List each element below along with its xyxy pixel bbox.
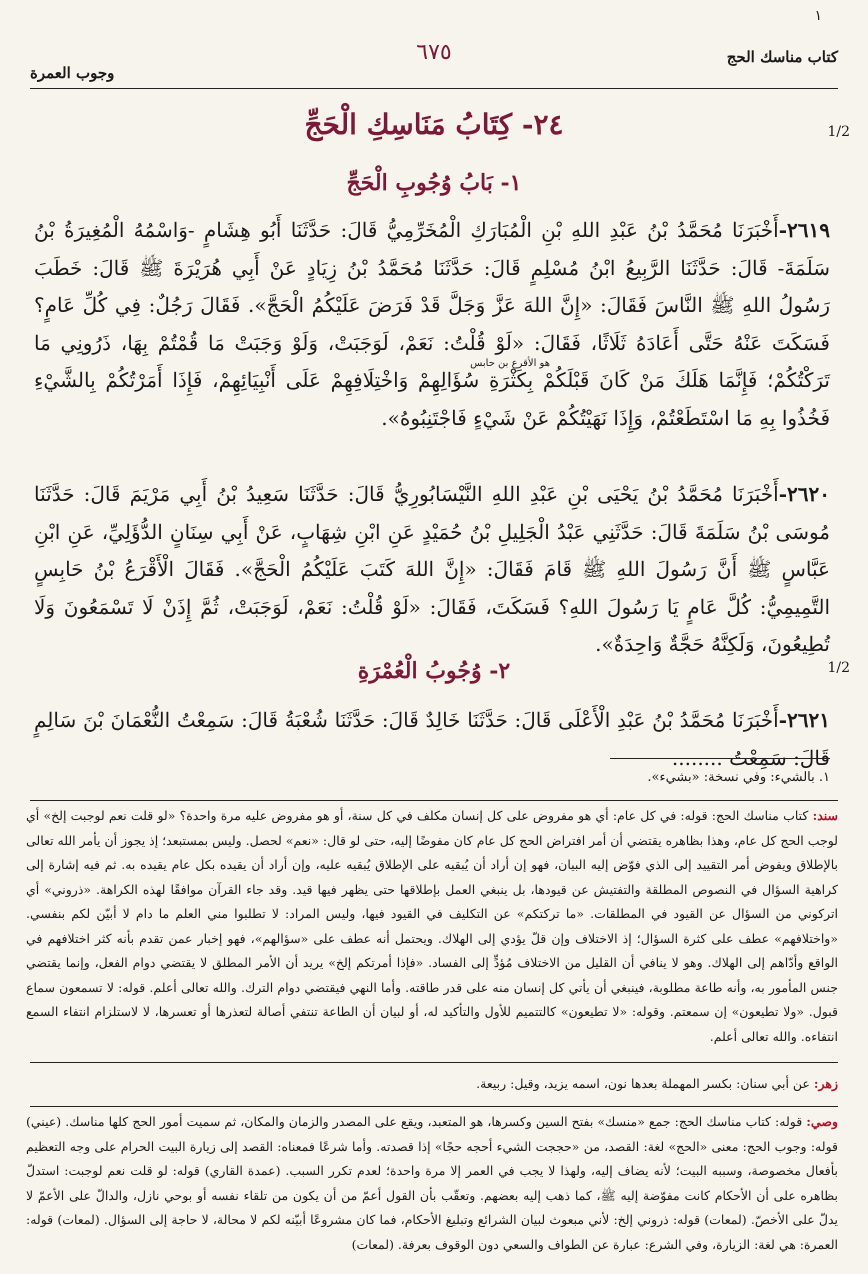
bab-2-title: ٢- وُجُوبُ الْعُمْرَةِ [357, 658, 511, 684]
bab-1-title: ١- بَابُ وُجُوبِ الْحَجِّ [346, 170, 522, 196]
header-topic: وجوب العمرة [30, 64, 115, 82]
top-mark: ١ [814, 8, 822, 24]
kitab-title: ٢٤- كِتَابُ مَنَاسِكِ الْحَجِّ [304, 108, 564, 141]
hadith-2619 [34, 212, 830, 437]
commentary-rule-1 [30, 800, 838, 801]
hadith-number: ٢٦٢١- [778, 708, 830, 732]
margin-mark-1: 1/2 [827, 124, 850, 140]
zahr-text: عن أبي سنان: بكسر المهملة بعدها نون، اسمه يزيد، وقيل: ربيعة. [476, 1076, 810, 1091]
hadith-text: أَخْبَرَنَا مُحَمَّدُ بْنُ عَبْدِ الْأَعْلَى قَالَ: حَدَّثَنَا خَالِدٌ قَالَ: حَدَّثَنَا شُعْبَةُ قَالَ: سَمِعْتُ النُّعْمَانَ بْنَ سَالِمٍ قَالَ: سَمِعْتُ ........ [34, 708, 830, 770]
zahr-label: زهر: [813, 1076, 838, 1091]
hadith-2621 [34, 702, 830, 777]
wasi-commentary [26, 1110, 838, 1270]
running-header [30, 40, 838, 82]
footnote: ١. بالشيء: وفي نسخة: «بشيء». [647, 770, 830, 785]
hadith-number: ٢٦٢٠- [778, 482, 830, 506]
sanad-commentary [26, 804, 838, 1049]
sanad-label: سند: [812, 808, 838, 823]
page-number: ٦٧٥ [416, 40, 452, 65]
wasi-label: وصي: [806, 1114, 838, 1129]
footnote-separator [610, 758, 830, 759]
interlinear-note: هو الأقرع بن حابس [470, 358, 550, 369]
hadith-text: أَخْبَرَنَا مُحَمَّدُ بْنُ يَحْيَى بْنِ عَبْدِ اللهِ النَّيْسَابُورِيُّ قَالَ: حَدَّثَنَا سَعِيدُ بْنُ أَبِي مَرْيَمَ قَالَ: حَدَّثَنَا مُوسَى بْنُ سَلَمَةَ قَالَ: حَدَّثَنِي عَبْدُ الْجَلِيلِ بْنُ حُمَيْدٍ عَنِ ابْنِ شِهَابٍ، عَنْ أَبِي سِنَانٍ الدُّؤَلِيِّ، عَنِ ابْنِ عَبَّاسٍ ﷺ أَنَّ رَسُولَ اللهِ ﷺ قَامَ فَقَالَ: «إِنَّ اللهَ كَتَبَ عَلَيْكُمُ الْحَجَّ». فَقَالَ الْأَقْرَعُ بْنُ حَابِسٍ التَّمِيمِيُّ: كُلَّ عَامٍ يَا رَسُولَ اللهِ؟ فَسَكَتَ، فَقَالَ: «لَوْ قُلْتُ: نَعَمْ، لَوَجَبَتْ، ثُمَّ إِذَنْ لَا تَسْمَعُونَ وَلَا تُطِيعُونَ، وَلَكِنَّهُ حَجَّةٌ وَاحِدَةٌ». [34, 482, 830, 656]
hadith-2620 [34, 476, 830, 664]
wasi-text: قوله: كتاب مناسك الحج: جمع «منسك» بفتح السين وكسرها، هو المتعبد، ويقع على المصدر والزمان والمكان، ثم سميت أمور الحج كلها مناسك. (عيني) قوله: وجوب الحج: معنى «الحج» لغة: القصد، من «حججت الشيء أحجه حجًا» إذا قصدته. وأما شرعًا فمعناه: القصد إلى زيارة البيت الحرام على وجه التعظيم بأفعال مخصوصة، وسببه البيت؛ لأنه يضاف إليه، ولهذا لا يجب في العمر إلا مرة واحدة؛ لعدم تكرر السبب. (عمدة القاري) قوله: لو قلت نعم لوجبت: استدلّ بظاهره على أن الأحكام كانت مفوّضة إليه ﷺ، كما ذهب إليه بعضهم. وتعقّب بأن القول أعمّ من أن يكون من تلقاء نفسه أو بوحي نازل، والدالّ على الأعمّ لا يدلّ على الأخصّ. (لمعات) قوله: ذروني إلخ: لأني مبعوث لبيان الشرائع وتبليغ الأحكام، فما كان مشروعًا أبيّنه لكم لا محالة، لا حاجة إلى السؤال. (لمعات) قوله: العمرة: هي لغة: الزيارة، وفي الشرع: عبارة عن الطواف والسعي دون الوقوف بعرفة. (لمعات) [26, 1114, 838, 1252]
header-rule [30, 88, 838, 89]
commentary-rule-3 [30, 1106, 838, 1107]
commentary-rule-2 [30, 1062, 838, 1063]
sanad-text: كتاب مناسك الحج: قوله: في كل عام: أي هو مفروض على كل إنسان مكلف في كل سنة، أو هو مفروض عليه مرة واحدة؟ «لو قلت نعم لوجبت إلخ» أي لوجب الحج كل عام، وهذا بظاهره يقتضي أن أمر افتراض الحج كل عام كان مفوضًا إليه، حتى لو قال: «نعم» لحصل. وليس بمستبعد؛ إذ يجوز أن يأمر الله تعالى بالإطلاق ويفوض أمر التقييد إلى الذي فوّض إليه البيان، فهو إن أراد أن يُبقيه على الإطلاق يُبقيه عليه، وإن أراد أن يقيده بكل عام يقيده به. ثم فيه إشارة إلى كراهية السؤال في النصوص المطلقة والتفتيش عن قيودها، بل ينبغي العمل بإطلاقها حتى يظهر فيها قيد. وقد جاء القرآن موافقًا لهذه الكراهة. «ذروني» أي اتركوني من السؤال عن القيود في المطلقات. «ما تركتكم» عن التكليف في القيود فيها، وليس المراد: لا تطلبوا مني العلم ما دام لا أبيّن لكم بنفسي. «واختلافهم» عطف على كثرة السؤال؛ إذ الاختلاف وإن قلّ يؤدي إلى الهلاك. ويحتمل أنه عطف على «سؤالهم»، فهو إخبار عمن تقدم بأنه كثر اختلافهم في الواقع وأدّاهم إلى الهلاك. وهو لا ينافي أن القليل من الاختلاف مُؤدٍّ إلى الفساد. «فإذا أمرتكم إلخ» يريد أن الأمر المطلق لا يقتضي دوام الفعل، وإنما يقتضي جنس المأمور به، وأنه طاعة مطلوبة، فينبغي أن يأتي كل إنسان منه على قدر طاقته. وأما النهي فيقتضي دوام الترك. والله تعالى أعلم. قوله: لا تسمعون سماع قبول. «ولا تطيعون» إن سمعتم. وقوله: «لا تطيعون» كالتتميم للأول والتأكيد له، أو لبيان أن الطاعة تنتفي أصالة لتعذرها أو تعسرها، لا لاستلزام انتفاء السمع انتفاءه. والله تعالى أعلم. [26, 808, 838, 1044]
margin-mark-2: 1/2 [827, 660, 850, 676]
header-book-title: كتاب مناسك الحج [726, 48, 838, 66]
hadith-text: أَخْبَرَنَا مُحَمَّدُ بْنُ عَبْدِ اللهِ بْنِ الْمُبَارَكِ الْمُخَرِّمِيُّ قَالَ: حَدَّثَنَا أَبُو هِشَامٍ -وَاسْمُهُ الْمُغِيرَةُ بْنُ سَلَمَةَ- قَالَ: حَدَّثَنَا الرَّبِيعُ ابْنُ مُسْلِمٍ قَالَ: حَدَّثَنَا مُحَمَّدُ بْنُ زِيَادٍ عَنْ أَبِي هُرَيْرَةَ ﷺ قَالَ: خَطَبَ رَسُولُ اللهِ ﷺ النَّاسَ فَقَالَ: «إِنَّ اللهَ عَزَّ وَجَلَّ قَدْ فَرَضَ عَلَيْكُمُ الْحَجَّ». فَقَالَ رَجُلٌ: فِي كُلِّ عَامٍ؟ فَسَكَتَ عَنْهُ حَتَّى أَعَادَهُ ثَلَاثًا، فَقَالَ: «لَوْ قُلْتُ: نَعَمْ، لَوَجَبَتْ، وَلَوْ وَجَبَتْ مَا قُمْتُمْ بِهَا، ذَرُونِي مَا تَرَكْتُكُمْ؛ فَإِنَّمَا هَلَكَ مَنْ كَانَ قَبْلَكُمْ بِكَثْرَةِ سُؤَالِهِمْ وَاخْتِلَافِهِمْ عَلَى أَنْبِيَائِهِمْ، فَإِذَا أَمَرْتُكُمْ بِالشَّيْءِ فَخُذُوا بِهِ مَا اسْتَطَعْتُمْ، وَإِذَا نَهَيْتُكُمْ عَنْ شَيْءٍ فَاجْتَنِبُوهُ». [34, 218, 830, 430]
zahr-commentary [26, 1072, 838, 1097]
hadith-number: ٢٦١٩- [778, 218, 830, 242]
